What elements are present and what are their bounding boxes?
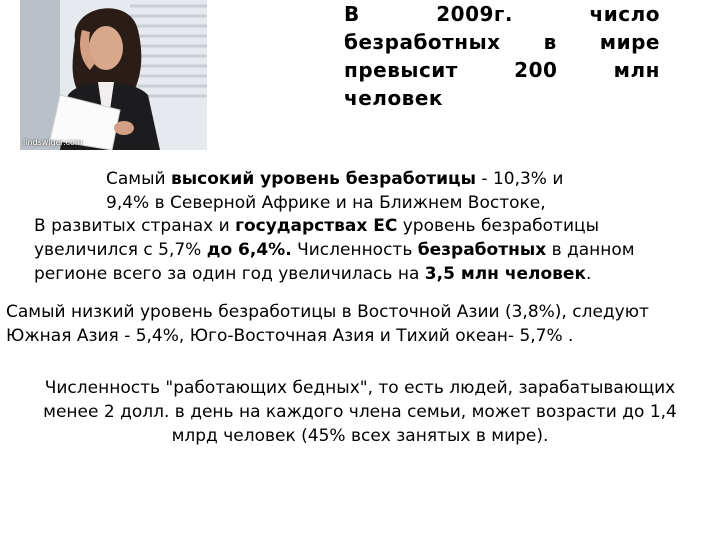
p2-text-3: Численность bbox=[291, 240, 418, 260]
p2-text-1: В развитых странах и bbox=[34, 216, 236, 236]
paragraph-low-unemployment: Самый низкий уровень безработицы в Восточной Азии (3,8%), следуют Южная Азия - 5,4%, Юго-Восточная Азия и Тихий океан- 5,7% . bbox=[6, 302, 649, 346]
p2-bold-1: государствах ЕС bbox=[235, 216, 398, 236]
p2-text-5: . bbox=[585, 264, 592, 284]
p1-text-2: - 10,3% и bbox=[476, 169, 564, 189]
p2-bold-3: безработных bbox=[417, 240, 547, 260]
p1-bold-1: высокий уровень безработицы bbox=[171, 169, 477, 189]
p2-text-4: в данном регионе всего за один год увеличилась на bbox=[34, 240, 635, 284]
headline: В 2009г. число безработных в мире превысит 200 млн человек bbox=[344, 2, 660, 110]
p2-bold-4: 3,5 млн человек bbox=[424, 264, 586, 284]
p1-line-2: 9,4% в Северной Африке и на Ближнем Востоке, bbox=[106, 193, 546, 213]
woman-reading-photo bbox=[20, 0, 207, 150]
paragraph-developed-countries bbox=[34, 214, 654, 286]
p2-bold-2: до 6,4%. bbox=[206, 240, 292, 260]
woman-reading-illustration bbox=[20, 0, 207, 150]
paragraph-high-unemployment bbox=[106, 167, 666, 215]
p2-text-2: уровень безработицы увеличился с 5,7% bbox=[34, 216, 600, 260]
p1-text-1: Самый bbox=[106, 169, 171, 189]
photo-watermark: lindswiger.com bbox=[23, 138, 83, 147]
paragraph-working-poor: Численность "работающих бедных", то есть людей, зарабатывающих менее 2 долл. в день на каждого члена семьи, может возрасти до 1,4 млрд человек (45% всех занятых в мире). bbox=[43, 378, 677, 446]
